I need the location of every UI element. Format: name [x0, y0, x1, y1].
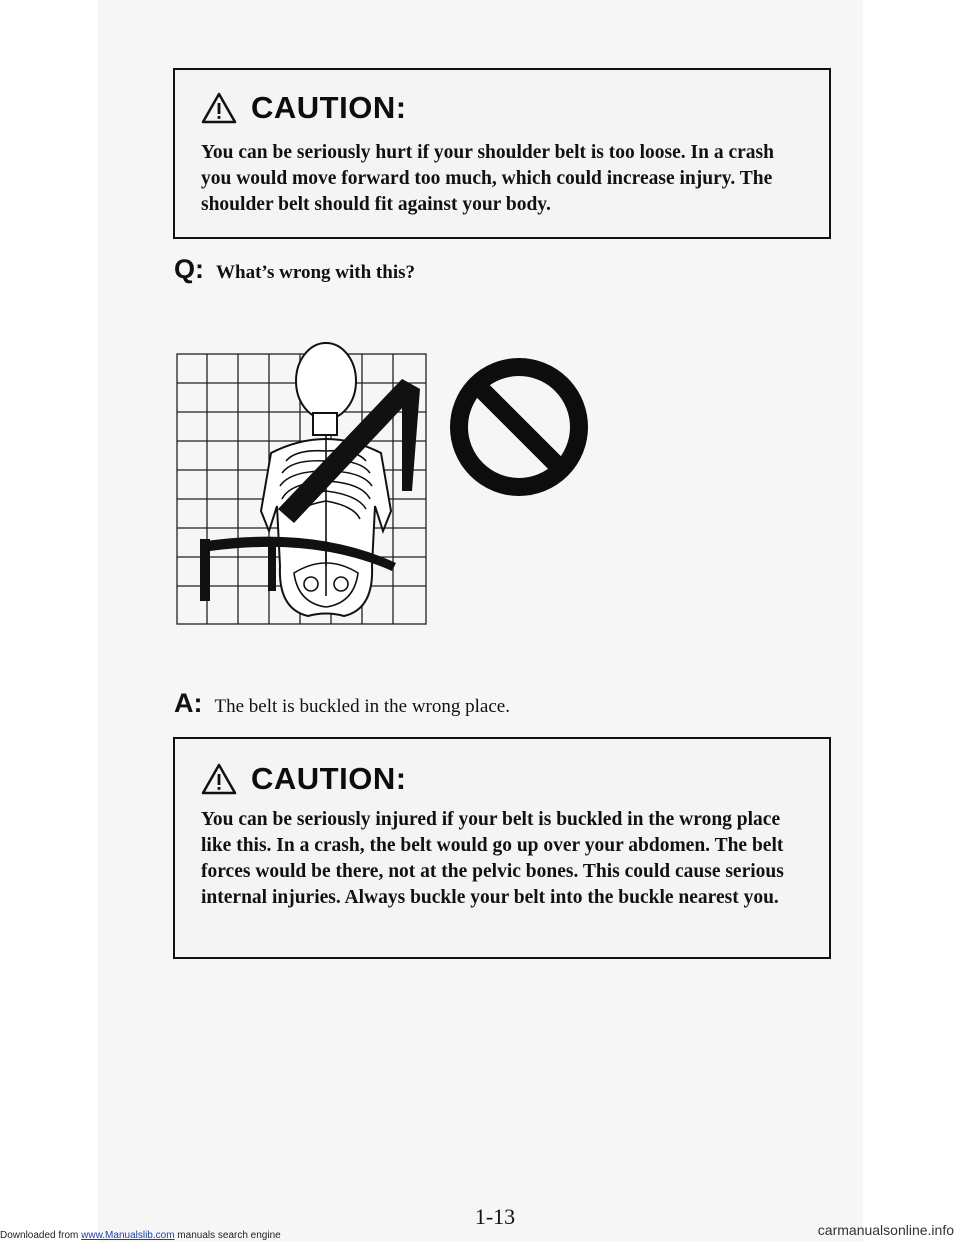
manualslib-link[interactable]: www.Manualslib.com	[81, 1230, 175, 1241]
answer	[174, 688, 510, 719]
question-text: What’s wrong with this?	[216, 262, 415, 283]
caution-title: CAUTION:	[251, 761, 407, 796]
caution-text: You can be seriously hurt if your shoulder belt is too loose. In a crash you would move forward too much, which could increase injury. The shoulder belt should fit against your body.	[201, 142, 774, 215]
caution-heading	[201, 90, 407, 126]
warning-triangle-icon	[201, 763, 237, 795]
caution-box-wrong-buckle	[173, 737, 831, 959]
caution-text: You can be seriously injured if your belt is buckled in the wrong place like this. In a crash, the belt would go up over your abdomen. The belt forces would be there, not at the pelvic bones. This could cause serious internal injuries. Always buckle your belt into the buckle nearest you.	[201, 809, 784, 908]
footer-suffix: manuals search engine	[174, 1230, 281, 1241]
caution-box-loose-belt	[173, 68, 831, 239]
answer-text: The belt is buckled in the wrong place.	[214, 696, 510, 717]
watermark: carmanualsonline.info	[817, 1222, 954, 1238]
question	[174, 254, 415, 285]
warning-triangle-icon	[201, 92, 237, 124]
download-footer	[0, 1230, 281, 1241]
no-symbol-icon	[448, 356, 590, 498]
question-letter: Q:	[174, 254, 204, 284]
caution-heading	[201, 761, 407, 797]
caution-title: CAUTION:	[251, 90, 407, 125]
answer-letter: A:	[174, 688, 203, 718]
footer-prefix: Downloaded from	[0, 1230, 82, 1241]
skeleton-belt-illustration	[176, 341, 428, 626]
page-number: 1-13	[474, 1204, 516, 1229]
